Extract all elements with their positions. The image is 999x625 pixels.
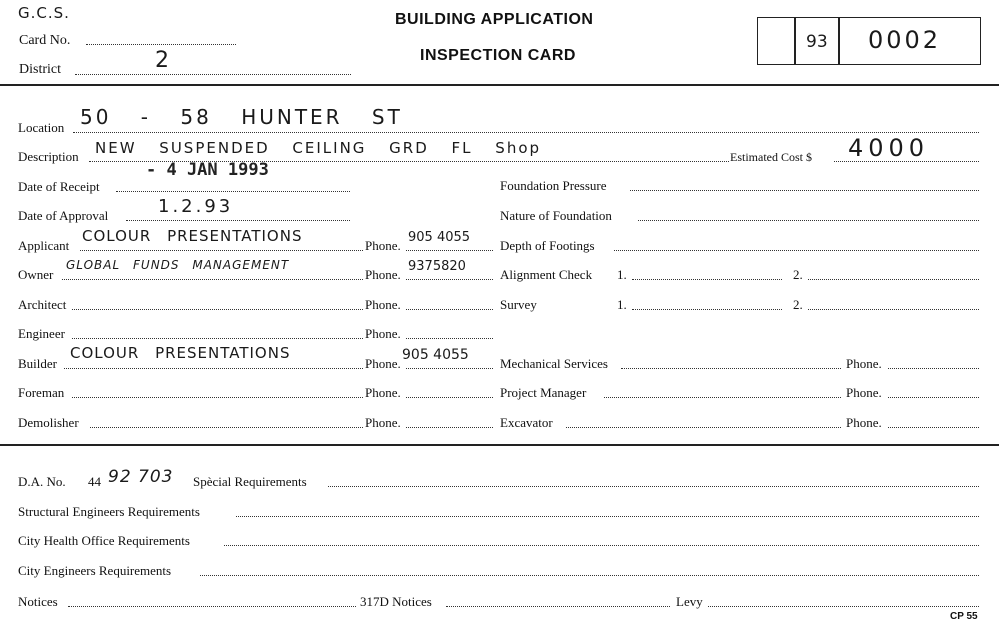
city-health-label: City Health Office Requirements — [18, 533, 190, 548]
date-receipt-field[interactable] — [116, 191, 350, 192]
engineer-phone-label: Phone. — [365, 326, 401, 341]
depth-footings-field[interactable] — [614, 250, 979, 251]
applicant-phone-label: Phone. — [365, 238, 401, 253]
demolisher-phone-label: Phone. — [365, 415, 401, 430]
demolisher-field[interactable] — [90, 427, 363, 428]
description-value: NEW SUSPENDED CEILING GRD FL Shop — [95, 139, 542, 157]
location-value: 50 - 58 HUNTER ST — [80, 105, 403, 129]
applicant-field[interactable] — [80, 250, 363, 251]
notices-317d-label: 317D Notices — [360, 594, 432, 609]
da-no-value: 92 703 — [108, 467, 174, 487]
mechanical-services-label: Mechanical Services — [500, 356, 608, 371]
special-requirements-label: Spècial Requirements — [193, 474, 307, 489]
card-year: 93 — [806, 32, 828, 52]
project-manager-phone-label: Phone. — [846, 385, 882, 400]
handwritten-prefix: G.C.S. — [18, 4, 70, 22]
mechanical-phone-label: Phone. — [846, 356, 882, 371]
architect-phone-field[interactable] — [406, 309, 493, 310]
builder-phone-label: Phone. — [365, 356, 401, 371]
applicant-phone-value: 905 4055 — [408, 230, 471, 245]
notices-label: Notices — [18, 594, 58, 609]
date-approval-field[interactable] — [126, 220, 350, 221]
mechanical-services-field[interactable] — [621, 368, 841, 369]
owner-field[interactable] — [62, 279, 363, 280]
header-divider — [0, 84, 999, 86]
date-receipt-label: Date of Receipt — [18, 179, 100, 194]
card-number-divider-2 — [838, 17, 840, 65]
excavator-phone-field[interactable] — [888, 427, 979, 428]
title-line-1: BUILDING APPLICATION — [395, 11, 594, 28]
foundation-pressure-label: Foundation Pressure — [500, 178, 607, 193]
foreman-phone-label: Phone. — [365, 385, 401, 400]
da-no-prefix: 44 — [88, 474, 101, 489]
excavator-label: Excavator — [500, 415, 553, 430]
demolisher-phone-field[interactable] — [406, 427, 493, 428]
levy-field[interactable] — [708, 606, 979, 607]
city-health-field[interactable] — [224, 545, 979, 546]
excavator-field[interactable] — [566, 427, 841, 428]
city-engineers-label: City Engineers Requirements — [18, 563, 172, 578]
survey-field-1[interactable] — [632, 309, 782, 310]
location-field[interactable] — [73, 132, 979, 133]
levy-label: Levy — [676, 594, 703, 609]
foundation-pressure-field[interactable] — [630, 190, 979, 191]
location-label: Location — [18, 120, 65, 135]
project-manager-label: Project Manager — [500, 385, 587, 400]
owner-label: Owner — [18, 267, 54, 282]
description-label: Description — [18, 149, 79, 164]
survey-item-2-label: 2. — [793, 297, 803, 312]
card-no-label: Card No. — [19, 33, 71, 48]
engineer-field[interactable] — [72, 338, 363, 339]
structural-engineers-field[interactable] — [236, 516, 979, 517]
nature-foundation-field[interactable] — [638, 220, 979, 221]
depth-footings-label: Depth of Footings — [500, 238, 595, 253]
notices-317d-field[interactable] — [446, 606, 670, 607]
survey-field-2[interactable] — [808, 309, 979, 310]
foreman-phone-field[interactable] — [406, 397, 493, 398]
engineer-phone-field[interactable] — [406, 338, 493, 339]
builder-label: Builder — [18, 356, 57, 371]
da-no-label: D.A. No. — [18, 474, 66, 489]
alignment-check-field-1[interactable] — [632, 279, 782, 280]
architect-field[interactable] — [72, 309, 363, 310]
notices-field[interactable] — [68, 606, 356, 607]
architect-label: Architect — [18, 297, 67, 312]
builder-phone-field[interactable] — [406, 368, 493, 369]
form-code: CP 55 — [950, 611, 978, 622]
builder-field[interactable] — [64, 368, 363, 369]
estimated-cost-value: 4000 — [848, 134, 930, 162]
card-number: 0002 — [868, 26, 942, 54]
title-line-2: INSPECTION CARD — [420, 47, 576, 64]
architect-phone-label: Phone. — [365, 297, 401, 312]
applicant-value: COLOUR PRESENTATIONS — [82, 227, 303, 245]
district-label: District — [19, 62, 61, 77]
special-requirements-field[interactable] — [328, 486, 979, 487]
demolisher-label: Demolisher — [18, 415, 79, 430]
alignment-check-label: Alignment Check — [500, 267, 593, 282]
applicant-label: Applicant — [18, 238, 70, 253]
owner-phone-value: 9375820 — [408, 259, 466, 274]
owner-phone-field[interactable] — [406, 279, 493, 280]
alignment-item-1-label: 1. — [617, 267, 627, 282]
card-number-divider-1 — [794, 17, 796, 65]
owner-phone-label: Phone. — [365, 267, 401, 282]
section-divider — [0, 444, 999, 446]
owner-value: GLOBAL FUNDS MANAGEMENT — [66, 258, 290, 272]
mechanical-phone-field[interactable] — [888, 368, 979, 369]
survey-label: Survey — [500, 297, 537, 312]
survey-item-1-label: 1. — [617, 297, 627, 312]
builder-value: COLOUR PRESENTATIONS — [70, 344, 291, 362]
engineer-label: Engineer — [18, 326, 65, 341]
district-value: 2 — [155, 48, 170, 73]
date-approval-value: 1.2.93 — [158, 196, 234, 217]
alignment-item-2-label: 2. — [793, 267, 803, 282]
structural-engineers-label: Structural Engineers Requirements — [18, 504, 200, 519]
foreman-label: Foreman — [18, 385, 65, 400]
foreman-field[interactable] — [72, 397, 363, 398]
applicant-phone-field[interactable] — [406, 250, 493, 251]
project-manager-phone-field[interactable] — [888, 397, 979, 398]
date-receipt-stamp: - 4 JAN 1993 — [146, 160, 269, 180]
nature-foundation-label: Nature of Foundation — [500, 208, 612, 223]
project-manager-field[interactable] — [604, 397, 841, 398]
date-approval-label: Date of Approval — [18, 208, 109, 223]
estimated-cost-label: Estimated Cost $ — [730, 150, 812, 164]
alignment-check-field-2[interactable] — [808, 279, 979, 280]
district-field[interactable] — [75, 74, 351, 75]
excavator-phone-label: Phone. — [846, 415, 882, 430]
city-engineers-field[interactable] — [200, 575, 979, 576]
builder-phone-value: 905 4055 — [402, 347, 469, 363]
card-no-field[interactable] — [86, 44, 236, 45]
